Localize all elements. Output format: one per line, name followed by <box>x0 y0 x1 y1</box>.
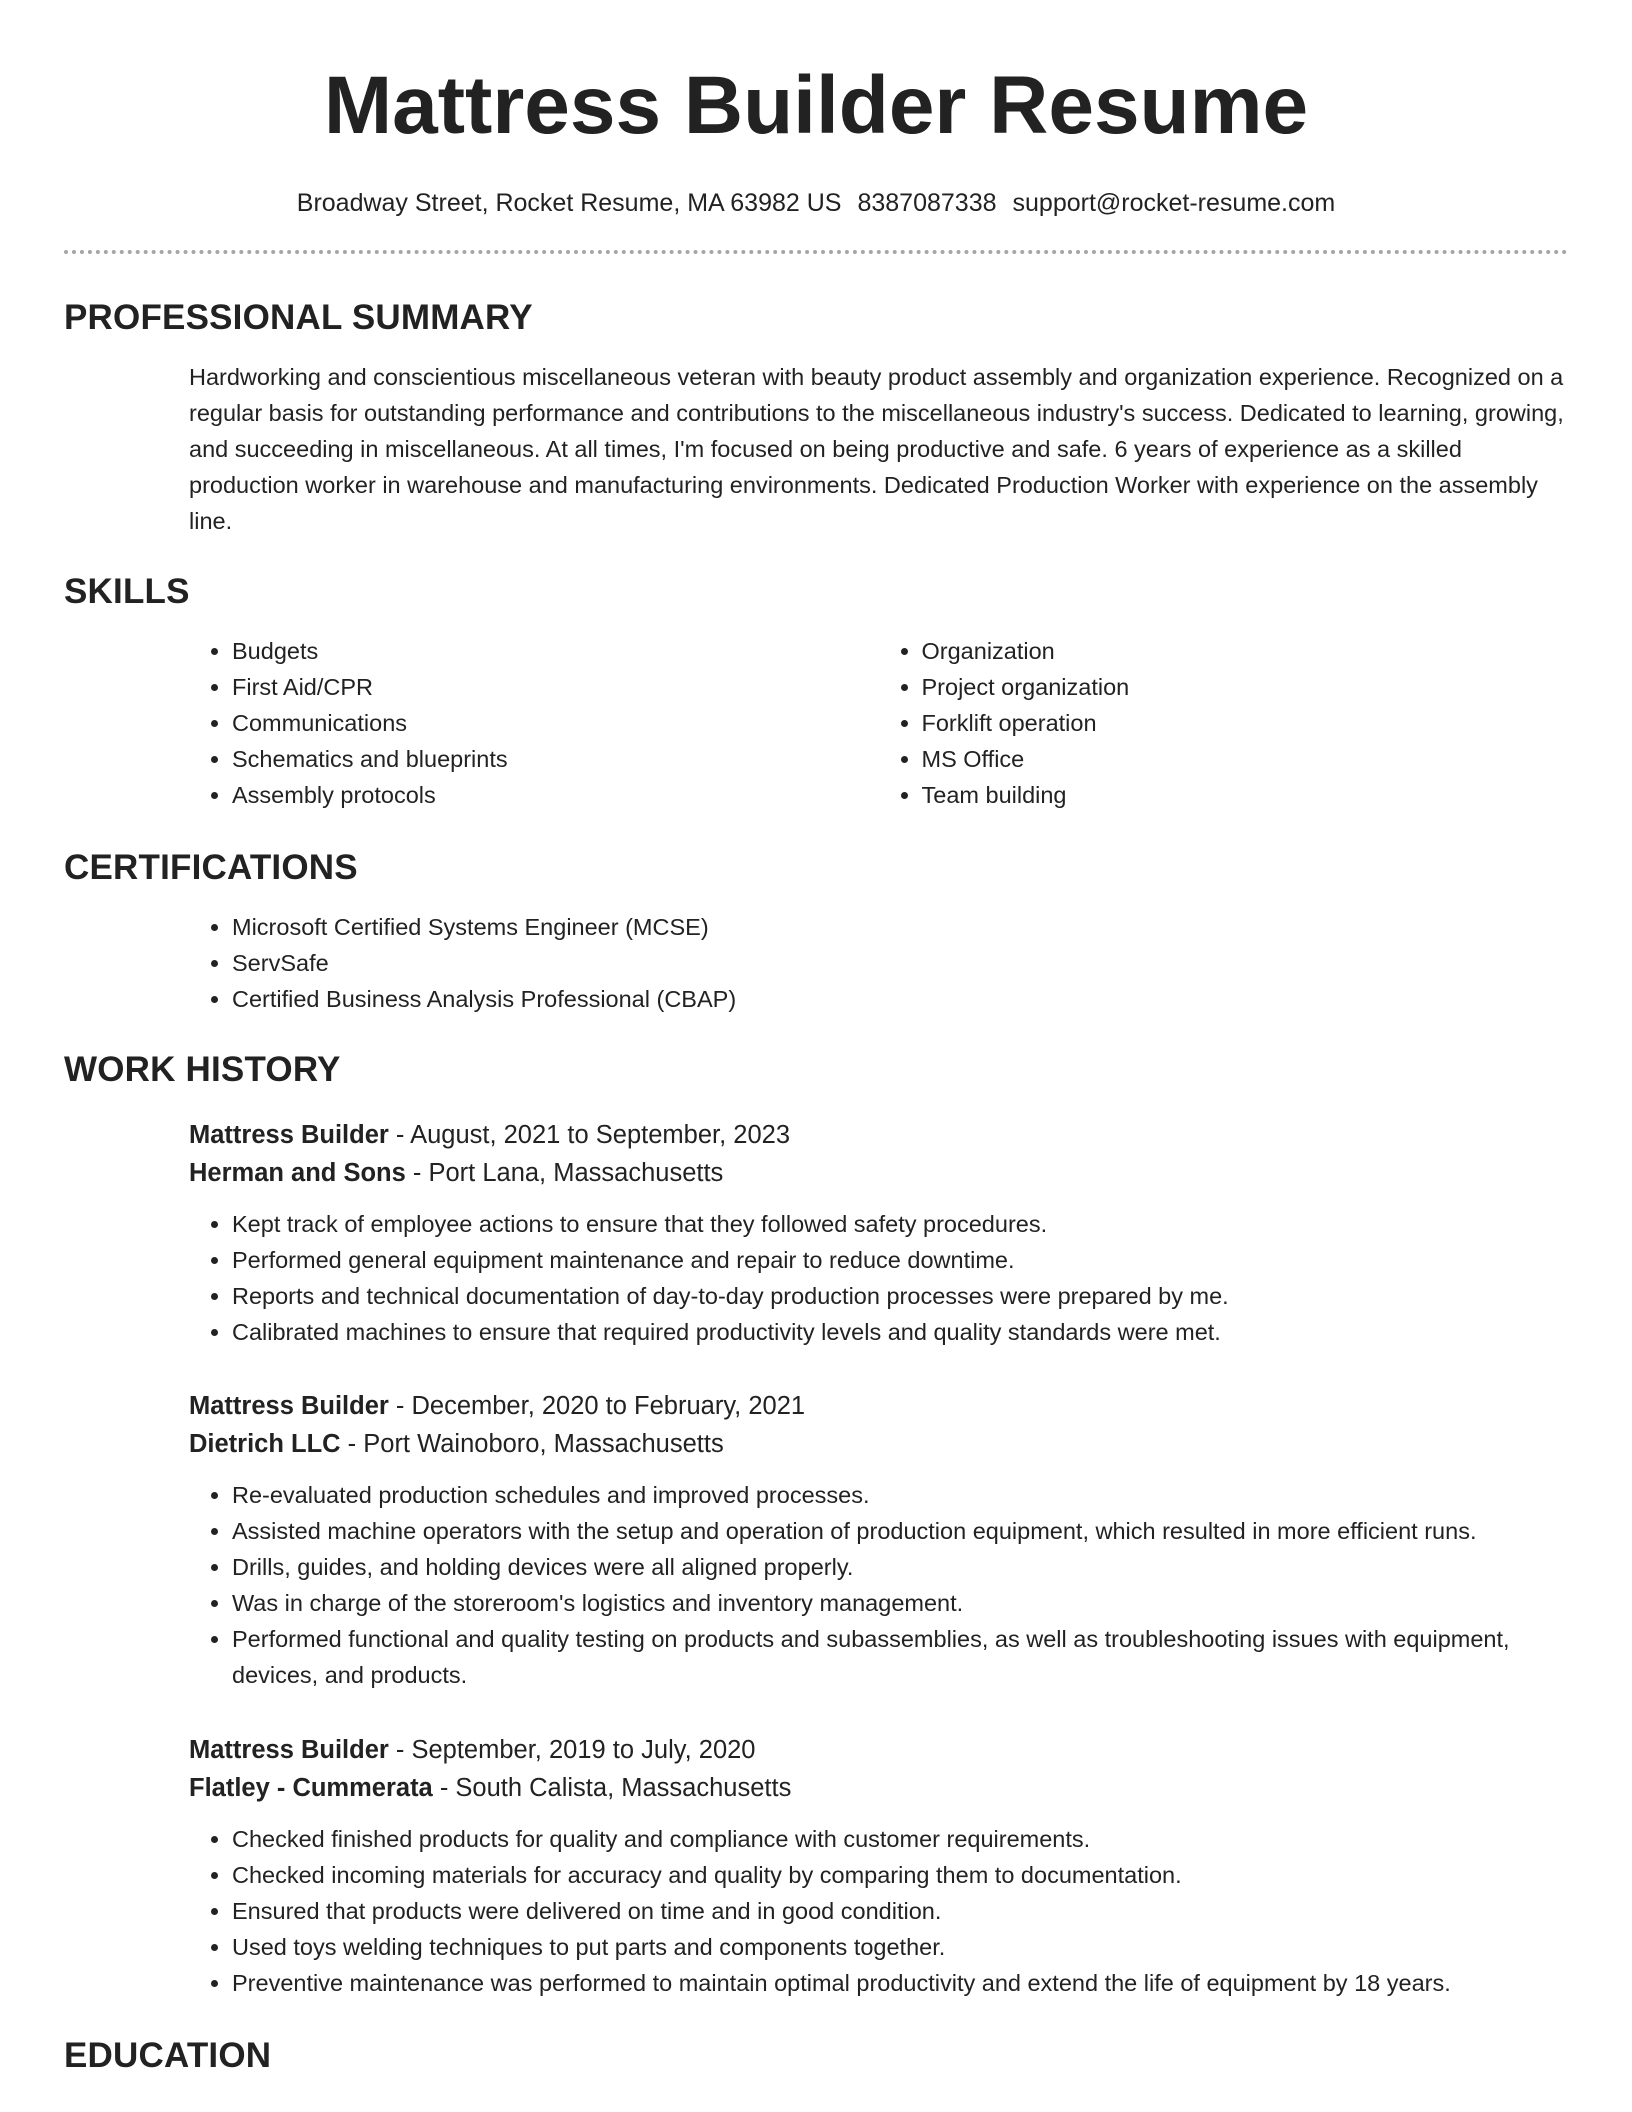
job-title-line <box>189 1116 1568 1154</box>
certifications-heading: CERTIFICATIONS <box>64 848 358 887</box>
job-company-line <box>189 1425 1568 1463</box>
contact-email[interactable]: support@rocket-resume.com <box>1012 189 1336 217</box>
job-bullet: • Ensured that products were delivered on time and in good condition. <box>232 1893 1568 1929</box>
work-history-heading: WORK HISTORY <box>64 1050 341 1089</box>
job-bullet: • Was in charge of the storeroom's logistics and inventory management. <box>232 1585 1568 1621</box>
skills-list-right <box>879 633 1569 813</box>
resume-header <box>0 0 1632 218</box>
skill-item: • MS Office <box>922 741 1569 777</box>
job-role: Mattress Builder <box>189 1736 389 1764</box>
job-company-line <box>189 1769 1568 1807</box>
skills-heading: SKILLS <box>64 572 190 611</box>
summary-text: Hardworking and conscientious miscellaneous veteran with beauty product assembly and organization experience. Recognized on a regular basis for outstanding performance and contributions to the miscellaneous industry's success. Dedicated to learning, growing, and succeeding in miscellaneous. At all times, I'm focused on being productive and safe. 6 years of experience as a skilled production worker in warehouse and manufacturing environments. Dedicated Production Worker with experience on the assembly line. <box>189 364 1564 534</box>
certifications-list <box>189 909 1568 1017</box>
skill-item: • Budgets <box>232 633 879 669</box>
job-bullet: • Drills, guides, and holding devices were all aligned properly. <box>232 1549 1568 1585</box>
skill-item: • First Aid/CPR <box>232 669 879 705</box>
job-bullet: • Performed general equipment maintenance and repair to reduce downtime. <box>232 1242 1568 1278</box>
job-location: - Port Wainoboro, Massachusetts <box>340 1430 724 1458</box>
skills-columns <box>189 633 1568 813</box>
contact-line <box>0 188 1632 218</box>
job-bullet: • Preventive maintenance was performed to maintain optimal productivity and extend the life of equipment by 18 years. <box>232 1965 1568 2001</box>
certification-item: • ServSafe <box>232 945 1568 981</box>
summary-heading: PROFESSIONAL SUMMARY <box>64 298 533 337</box>
job-location: - South Calista, Massachusetts <box>432 1774 792 1802</box>
job-role: Mattress Builder <box>189 1392 389 1420</box>
job-title-line <box>189 1387 1568 1425</box>
contact-phone: 8387087338 <box>857 189 997 217</box>
certification-item: • Certified Business Analysis Professional (CBAP) <box>232 981 1568 1017</box>
contact-address: Broadway Street, Rocket Resume, MA 63982 US <box>296 189 842 217</box>
skill-item: • Forklift operation <box>922 705 1569 741</box>
job-location: - Port Lana, Massachusetts <box>405 1159 724 1187</box>
certification-item: • Microsoft Certified Systems Engineer (MCSE) <box>232 909 1568 945</box>
skill-item: • Schematics and blueprints <box>232 741 879 777</box>
skill-item: • Organization <box>922 633 1569 669</box>
job-dates: - December, 2020 to February, 2021 <box>388 1392 806 1420</box>
job-entry <box>64 1731 1568 2001</box>
work-history-section <box>64 1049 1568 1091</box>
job-bullet: • Reports and technical documentation of day-to-day production processes were prepared by me. <box>232 1278 1568 1314</box>
job-bullet: • Calibrated machines to ensure that required productivity levels and quality standards were met. <box>232 1314 1568 1350</box>
job-title-line <box>189 1731 1568 1769</box>
job-entry <box>64 1387 1568 1693</box>
skill-item: • Assembly protocols <box>232 777 879 813</box>
job-bullet: • Performed functional and quality testing on products and subassemblies, as well as troubleshooting issues with equipment, devices, and products. <box>232 1621 1568 1693</box>
job-bullets <box>189 1206 1568 1350</box>
education-section <box>64 2035 1568 2077</box>
job-bullet: • Kept track of employee actions to ensure that they followed safety procedures. <box>232 1206 1568 1242</box>
job-dates: - September, 2019 to July, 2020 <box>388 1736 756 1764</box>
skills-list-left <box>189 633 879 813</box>
job-bullet: • Used toys welding techniques to put parts and components together. <box>232 1929 1568 1965</box>
job-company-line <box>189 1154 1568 1192</box>
job-bullet: • Checked incoming materials for accuracy and quality by comparing them to documentation. <box>232 1857 1568 1893</box>
page-title: Mattress Builder Resume <box>323 60 1309 151</box>
header-divider <box>64 250 1568 254</box>
job-entry <box>64 1116 1568 1350</box>
job-bullets <box>189 1821 1568 2001</box>
job-role: Mattress Builder <box>189 1121 389 1149</box>
job-company: Herman and Sons <box>189 1159 406 1187</box>
summary-section <box>64 297 1568 539</box>
skills-section <box>64 571 1568 813</box>
education-heading: EDUCATION <box>64 2036 272 2075</box>
skill-item: • Team building <box>922 777 1569 813</box>
job-bullet: • Re-evaluated production schedules and improved processes. <box>232 1477 1568 1513</box>
job-bullet: • Assisted machine operators with the setup and operation of production equipment, which resulted in more efficient runs. <box>232 1513 1568 1549</box>
certifications-section <box>64 847 1568 1017</box>
job-dates: - August, 2021 to September, 2023 <box>388 1121 791 1149</box>
skill-item: • Project organization <box>922 669 1569 705</box>
job-company: Flatley - Cummerata <box>189 1774 433 1802</box>
job-bullets <box>189 1477 1568 1693</box>
job-company: Dietrich LLC <box>189 1430 341 1458</box>
skill-item: • Communications <box>232 705 879 741</box>
job-bullet: • Checked finished products for quality and compliance with customer requirements. <box>232 1821 1568 1857</box>
